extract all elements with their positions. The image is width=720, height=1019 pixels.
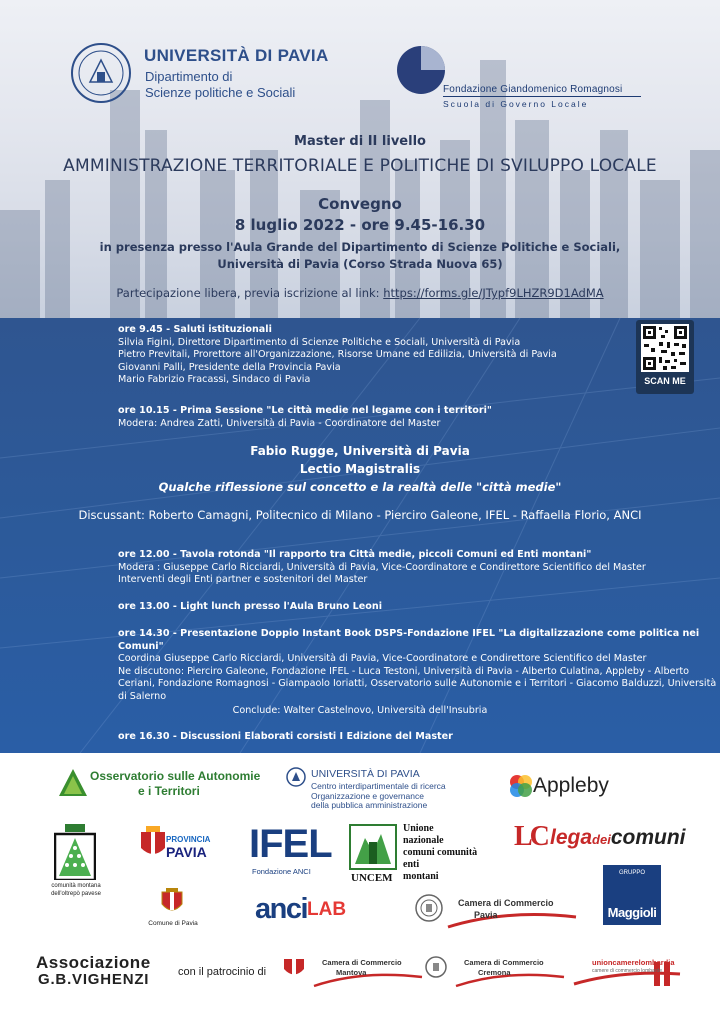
vighenzi-line-1: Associazione <box>36 953 151 972</box>
registration-line <box>0 286 720 300</box>
session-3-line-2: Interventi degli Enti partner e sostenitori del Master <box>118 574 368 586</box>
session-3-line-1: Modera : Giuseppe Carlo Ricciardi, Università di Pavia, Vice-Coordinatore e Condirettore Scientifico del Master <box>118 561 646 573</box>
session-1-line-1: Silvia Figini, Direttore Dipartimento di Scienze Politiche e Sociali, Università di Pavia <box>118 336 521 348</box>
registration-link[interactable]: https://forms.gle/JTypf9LHZR9D1AdMA <box>383 286 604 300</box>
lega-dei: dei <box>592 832 611 847</box>
lega-monogram: LC <box>514 821 547 852</box>
session-5 <box>118 628 720 704</box>
camera-mantova-line-1: Camera di Commercio <box>322 958 402 967</box>
discussant-line: Discussant: Roberto Camagni, Politecnico di Milano - Pierciro Galeone, IFEL - Raffaella Florio, ANCI <box>78 508 642 522</box>
ifel-subtitle: Fondazione ANCI <box>252 867 311 876</box>
ancilab-anci: anci <box>255 893 308 925</box>
osservatorio-name-1: Osservatorio sulle Autonomie <box>90 769 261 783</box>
vighenzi-line-2: G.B.VIGHENZI <box>38 971 150 988</box>
comunita-montana-logo-icon <box>54 824 96 880</box>
session-1-line-2: Pietro Previtali, Prorettore all'Organizzazione, Risorse Umane ed Edilizia, Università di Pavia <box>118 349 557 361</box>
session-1-line-4: Mario Fabrizio Fracassi, Sindaco di Pavia <box>118 374 311 386</box>
master-title: AMMINISTRAZIONE TERRITORIALE E POLITICHE DI SVILUPPO LOCALE <box>63 156 657 176</box>
unipv-centre-text <box>311 782 446 811</box>
session-2 <box>118 405 492 430</box>
session-5-line-4: di Salerno <box>118 690 167 702</box>
university-seal-small-icon <box>286 767 306 787</box>
event-type: Convegno <box>318 195 402 213</box>
camera-cremona-line-2: Cremona <box>478 968 511 977</box>
session-5-heading: ore 14.30 - Presentazione Doppio Instant Book DSPS-Fondazione IFEL "La digitalizzazione come politica nei Comuni" <box>118 628 700 652</box>
lectio-title: Qualche riflessione sul concetto e la realtà delle "città medie" <box>158 480 562 494</box>
department-line-2: Scienze politiche e Sociali <box>145 85 296 100</box>
appleby-logo-icon <box>508 773 534 799</box>
camera-mantova-line-2: Mantova <box>336 968 367 977</box>
unioncamere-subtitle: camere di commercio lombarde <box>592 968 663 974</box>
session-6 <box>118 731 453 744</box>
ifel-logo: IFEL <box>249 822 332 866</box>
university-name: UNIVERSITÀ DI PAVIA <box>144 46 329 65</box>
session-2-heading: ore 10.15 - Prima Sessione "Le città medie nel legame con i territori" <box>118 405 492 416</box>
provincia-pavia-crest-icon <box>138 826 168 860</box>
session-2-line-1: Modera: Andrea Zatti, Università di Pavia - Coordinatore del Master <box>118 417 441 429</box>
comune-pavia-name: Comune di Pavia <box>148 920 198 927</box>
registration-prefix: Partecipazione libera, previa iscrizione al link: <box>116 286 384 300</box>
master-level: Master di II livello <box>294 134 426 149</box>
camera-pavia-line-1: Camera di Commercio <box>458 898 554 908</box>
department-line-1: Dipartimento di <box>145 69 233 84</box>
lega-word: lega <box>550 826 593 849</box>
session-4-heading: ore 13.00 - Light lunch presso l'Aula Bruno Leoni <box>118 601 383 612</box>
session-5-line-3: Ceriani, Fondazione Romagnosi - Giampaolo Ioriatti, Osservatorio sulle Autonomie e i Territori - Giacomo Balduzzi, Università <box>118 678 717 690</box>
uncem-acronym: UNCEM <box>351 872 393 884</box>
appleby-name: Appleby <box>533 774 609 797</box>
osservatorio-name-2: e i Territori <box>138 784 200 798</box>
foundation-divider <box>443 96 641 97</box>
qr-code-icon <box>641 324 689 372</box>
unipv-centre-name: UNIVERSITÀ DI PAVIA <box>311 768 420 780</box>
maggioli-group: GRUPPO <box>618 870 645 876</box>
uncem-logo-icon <box>349 824 397 870</box>
provincia-label: PROVINCIA <box>166 835 211 844</box>
camera-pavia-line-2: Pavia <box>474 910 498 920</box>
uncem-line-5: montani <box>403 871 439 882</box>
camera-cremona-seal-icon <box>424 955 448 979</box>
event-place-line-1: in presenza presso l'Aula Grande del Dipartimento di Scienze Politiche e Sociali, <box>99 240 621 254</box>
session-5-line-2: Ne discutono: Pierciro Galeone, Fondazione IFEL - Luca Testoni, Università di Pavia - Alberto Culatina, Appleby - Alberto <box>118 665 690 677</box>
camera-cremona-line-1: Camera di Commercio <box>464 958 544 967</box>
session-3-heading: ore 12.00 - Tavola rotonda "Il rapporto tra Città medie, piccoli Comuni ed Enti montani" <box>118 549 592 560</box>
uncem-line-4: enti <box>403 859 420 870</box>
ancilab-logo <box>255 893 347 925</box>
session-5-line-1: Coordina Giuseppe Carlo Ricciardi, Università di Pavia, Vice-Coordinatore e Condirettore Scientifico del Master <box>118 653 647 665</box>
comunita-montana-line-2: dell'oltrepò pavese <box>51 890 101 897</box>
event-date: 8 luglio 2022 - ore 9.45-16.30 <box>234 216 486 234</box>
uncem-text <box>403 823 477 883</box>
qr-label: SCAN ME <box>644 376 686 386</box>
comune-pavia-crest-icon <box>160 888 184 916</box>
uncem-line-1: Unione <box>403 823 434 834</box>
lega-wordmark <box>550 826 686 850</box>
lectio-speaker: Fabio Rugge, Università di Pavia <box>250 444 470 458</box>
session-1 <box>118 324 557 387</box>
lega-comuni: comuni <box>610 826 686 849</box>
comunita-montana-line-1: comunità montana <box>51 883 101 889</box>
foundation-subtitle: Scuola di Governo Locale <box>443 99 589 109</box>
conclusion-line: Conclude: Walter Castelnovo, Università dell'Insubria <box>232 705 488 716</box>
session-3 <box>118 549 646 587</box>
camera-mantova-crest-icon <box>282 956 306 980</box>
patronage-label: con il patrocinio di <box>178 966 267 978</box>
unipv-centre-line-1: Centro interdipartimentale di ricerca <box>311 781 446 791</box>
maggioli-logo <box>603 865 661 925</box>
uncem-line-3: comuni comunità <box>403 847 478 858</box>
session-4 <box>118 601 382 614</box>
unipv-centre-line-3: della pubblica amministrazione <box>311 800 428 810</box>
comunita-montana-text <box>49 883 103 898</box>
session-1-line-3: Giovanni Palli, Presidente della Provincia Pavia <box>118 361 341 373</box>
unioncamere-name: unioncamerelombardia <box>592 958 675 967</box>
camera-pavia-seal-icon <box>414 893 444 923</box>
uncem-line-2: nazionale <box>403 835 444 846</box>
lectio-label: Lectio Magistralis <box>299 462 421 476</box>
event-place-line-2: Università di Pavia (Corso Strada Nuova 65) <box>217 257 503 271</box>
unipv-centre-line-2: Organizzazione e governance <box>311 790 424 801</box>
ancilab-lab: LAB <box>307 899 347 920</box>
osservatorio-triangle-icon <box>58 768 88 798</box>
university-seal-icon <box>70 42 132 104</box>
qr-code-box[interactable] <box>636 320 694 394</box>
session-6-heading: ore 16.30 - Discussioni Elaborati corsisti I Edizione del Master <box>118 731 453 742</box>
session-1-heading: ore 9.45 - Saluti istituzionali <box>118 324 272 335</box>
maggioli-name: Maggioli <box>607 905 657 920</box>
foundation-name: Fondazione Giandomenico Romagnosi <box>443 84 623 95</box>
provincia-name: PAVIA <box>166 844 207 860</box>
